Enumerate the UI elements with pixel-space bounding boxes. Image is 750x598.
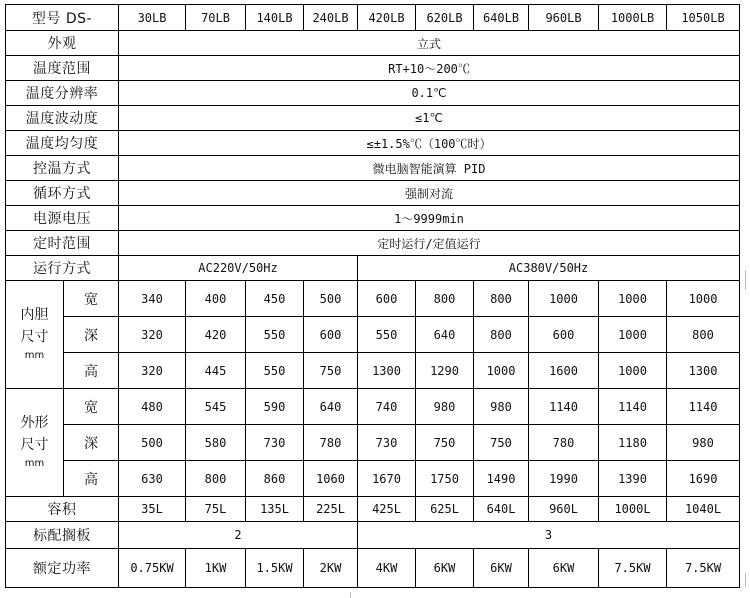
model-header-label: 型号 DS- [6, 5, 119, 31]
spec-row [6, 106, 740, 131]
header-row [6, 5, 740, 31]
spec-row [6, 206, 740, 231]
model-header-cell: 1050LB [667, 5, 740, 31]
outer-size-value: 1490 [474, 461, 529, 497]
shelves-row [6, 522, 740, 549]
outer-size-value: 750 [474, 425, 529, 461]
outer-size-label-line1: 外形 [20, 415, 49, 432]
spec-row-value: 0.1℃ [119, 81, 740, 106]
volume-value: 35L [119, 497, 186, 522]
inner-size-label-line1: 内胆 [20, 307, 49, 324]
power-supply-label: 运行方式 [6, 256, 119, 281]
model-header-cell: 960LB [529, 5, 599, 31]
outer-size-value: 980 [474, 389, 529, 425]
spec-row-value: ≤±1.5%℃（100℃时） [119, 131, 740, 156]
inner-size-row [6, 317, 740, 353]
outer-size-dim-label: 宽 [64, 389, 119, 425]
outer-size-value: 1690 [667, 461, 740, 497]
inner-size-value: 340 [119, 281, 186, 317]
outer-size-value: 980 [416, 389, 474, 425]
outer-size-value: 480 [119, 389, 186, 425]
outer-size-value: 1990 [529, 461, 599, 497]
inner-size-value: 750 [304, 353, 358, 389]
outer-size-value: 750 [416, 425, 474, 461]
spec-row [6, 81, 740, 106]
power-supply-row [6, 256, 740, 281]
outer-size-value: 740 [358, 389, 416, 425]
volume-value: 960L [529, 497, 599, 522]
outer-size-label-line2: 尺寸 [20, 436, 49, 453]
outer-size-value: 730 [358, 425, 416, 461]
spec-row-label: 外观 [6, 31, 119, 56]
inner-size-value: 1000 [474, 353, 529, 389]
inner-size-value: 1300 [358, 353, 416, 389]
spec-row-label: 温度范围 [6, 56, 119, 81]
outer-size-dim-label: 深 [64, 425, 119, 461]
inner-size-value: 600 [304, 317, 358, 353]
inner-size-value: 800 [667, 317, 740, 353]
volume-value: 640L [474, 497, 529, 522]
model-header-cell: 70LB [186, 5, 246, 31]
spec-row-value: 定时运行/定值运行 [119, 231, 740, 256]
inner-size-value: 1000 [529, 281, 599, 317]
outer-size-value: 780 [529, 425, 599, 461]
outer-size-value: 580 [186, 425, 246, 461]
inner-size-value: 445 [186, 353, 246, 389]
spec-row [6, 156, 740, 181]
spec-row-label: 温度均匀度 [6, 131, 119, 156]
inner-size-value: 1300 [667, 353, 740, 389]
rated-power-value: 6KW [416, 549, 474, 588]
rated-power-value: 7.5KW [667, 549, 740, 588]
inner-size-value: 450 [246, 281, 304, 317]
inner-size-dim-label: 宽 [64, 281, 119, 317]
inner-size-value: 640 [416, 317, 474, 353]
power-supply-group2: AC380V/50Hz [358, 256, 740, 281]
outer-size-value: 1180 [599, 425, 667, 461]
rated-power-value: 4KW [358, 549, 416, 588]
inner-size-label-line2: 尺寸 [20, 328, 49, 345]
outer-size-value: 800 [186, 461, 246, 497]
outer-size-value: 590 [246, 389, 304, 425]
spec-row [6, 231, 740, 256]
model-header-cell: 140LB [246, 5, 304, 31]
power-supply-group1: AC220V/50Hz [119, 256, 358, 281]
outer-size-value: 780 [304, 425, 358, 461]
inner-size-value: 1000 [599, 353, 667, 389]
spec-table [5, 4, 740, 588]
volume-value: 75L [186, 497, 246, 522]
spec-row-label: 电源电压 [6, 206, 119, 231]
spec-row-value: 微电脑智能演算 PID [119, 156, 740, 181]
inner-size-value: 600 [358, 281, 416, 317]
inner-size-value: 550 [246, 353, 304, 389]
spec-row-label: 定时范围 [6, 231, 119, 256]
inner-size-value: 1000 [599, 317, 667, 353]
outer-size-value: 860 [246, 461, 304, 497]
volume-value: 1000L [599, 497, 667, 522]
spec-row-label: 控温方式 [6, 156, 119, 181]
outer-size-value: 500 [119, 425, 186, 461]
volume-value: 625L [416, 497, 474, 522]
inner-size-value: 1290 [416, 353, 474, 389]
page-edge-mark [745, 573, 746, 587]
outer-size-value: 630 [119, 461, 186, 497]
model-header-cell: 240LB [304, 5, 358, 31]
shelves-label: 标配搁板 [6, 522, 119, 549]
inner-size-value: 800 [416, 281, 474, 317]
page-edge-mark [350, 592, 351, 598]
outer-size-value: 1670 [358, 461, 416, 497]
inner-size-value: 550 [246, 317, 304, 353]
inner-size-value: 600 [529, 317, 599, 353]
inner-size-dim-label: 高 [64, 353, 119, 389]
inner-size-row [6, 281, 740, 317]
inner-size-value: 500 [304, 281, 358, 317]
spec-row [6, 131, 740, 156]
outer-size-row [6, 461, 740, 497]
model-header-cell: 640LB [474, 5, 529, 31]
outer-size-value: 1140 [529, 389, 599, 425]
volume-value: 1040L [667, 497, 740, 522]
volume-label: 容积 [6, 497, 119, 522]
outer-size-value: 1060 [304, 461, 358, 497]
inner-size-value: 400 [186, 281, 246, 317]
spec-row [6, 31, 740, 56]
outer-size-value: 1390 [599, 461, 667, 497]
inner-size-row [6, 353, 740, 389]
outer-size-value: 545 [186, 389, 246, 425]
spec-row [6, 181, 740, 206]
inner-size-label [6, 281, 64, 389]
inner-size-value: 320 [119, 317, 186, 353]
model-header-cell: 1000LB [599, 5, 667, 31]
volume-value: 225L [304, 497, 358, 522]
volume-row [6, 497, 740, 522]
model-header-cell: 30LB [119, 5, 186, 31]
outer-size-row [6, 389, 740, 425]
spec-row-value: 立式 [119, 31, 740, 56]
rated-power-value: 7.5KW [599, 549, 667, 588]
shelves-group2: 3 [358, 522, 740, 549]
outer-size-label [6, 389, 64, 497]
rated-power-value: 1.5KW [246, 549, 304, 588]
outer-size-unit: mm [24, 458, 45, 470]
rated-power-value: 0.75KW [119, 549, 186, 588]
rated-power-value: 2KW [304, 549, 358, 588]
rated-power-label: 额定功率 [6, 549, 119, 588]
inner-size-value: 1600 [529, 353, 599, 389]
inner-size-unit: mm [24, 350, 45, 362]
outer-size-value: 640 [304, 389, 358, 425]
spec-row-value: RT+10～200℃ [119, 56, 740, 81]
inner-size-value: 800 [474, 317, 529, 353]
rated-power-value: 6KW [529, 549, 599, 588]
page-edge-mark [745, 270, 746, 290]
inner-size-value: 800 [474, 281, 529, 317]
inner-size-value: 420 [186, 317, 246, 353]
spec-row [6, 56, 740, 81]
outer-size-value: 1750 [416, 461, 474, 497]
volume-value: 425L [358, 497, 416, 522]
outer-size-dim-label: 高 [64, 461, 119, 497]
spec-row-label: 温度分辨率 [6, 81, 119, 106]
volume-value: 135L [246, 497, 304, 522]
inner-size-value: 320 [119, 353, 186, 389]
rated-power-value: 1KW [186, 549, 246, 588]
inner-size-value: 550 [358, 317, 416, 353]
rated-power-value: 6KW [474, 549, 529, 588]
spec-row-value: 强制对流 [119, 181, 740, 206]
model-header-cell: 620LB [416, 5, 474, 31]
rated-power-row [6, 549, 740, 588]
inner-size-value: 1000 [667, 281, 740, 317]
outer-size-value: 1140 [667, 389, 740, 425]
outer-size-value: 980 [667, 425, 740, 461]
outer-size-value: 1140 [599, 389, 667, 425]
inner-size-value: 1000 [599, 281, 667, 317]
outer-size-row [6, 425, 740, 461]
outer-size-value: 730 [246, 425, 304, 461]
spec-row-value: ≤1℃ [119, 106, 740, 131]
model-header-cell: 420LB [358, 5, 416, 31]
spec-row-label: 温度波动度 [6, 106, 119, 131]
shelves-group1: 2 [119, 522, 358, 549]
spec-row-value: 1～9999min [119, 206, 740, 231]
inner-size-dim-label: 深 [64, 317, 119, 353]
spec-row-label: 循环方式 [6, 181, 119, 206]
